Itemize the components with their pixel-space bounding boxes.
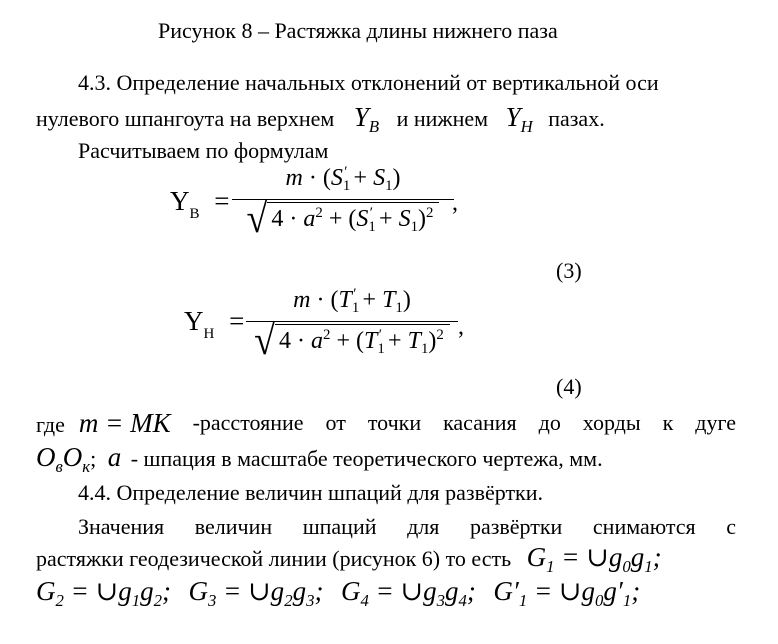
equation-number-3: (3) (556, 258, 582, 283)
p44-word: Значения (78, 514, 165, 539)
g2-formula: $G_2$ = $\cup g_1g_2$; (36, 576, 171, 610)
p44-word: величин (194, 514, 273, 539)
formula-4-fraction-bar (246, 321, 458, 322)
where-word: к (662, 410, 674, 435)
formula-3-equals: = (214, 186, 230, 216)
where-word: точки (367, 410, 422, 435)
section-4-3-text-a: нулевого шпангоута на верхнем (36, 106, 335, 131)
where-word: от (325, 410, 346, 435)
p44-word: снимаются (592, 514, 696, 539)
p44-word: развёртки (469, 514, 563, 539)
section-4-4-title: 4.4. Определение величин шпаций для развёртки. (78, 480, 544, 505)
calc-line: Расчитываем по формулам (78, 138, 329, 163)
formula-4-fraction (246, 286, 458, 365)
formula-4-y-subscript: Н (203, 326, 215, 342)
formula-4-y: Y (184, 306, 204, 336)
y-b-symbol (353, 102, 380, 136)
y-h-subscript: H (520, 116, 533, 136)
section-4-4-line2 (36, 544, 662, 580)
m-equals-mk: m = MK (78, 408, 171, 438)
formula-3-numerator: $m \cdot (S_1' + S_1)$ (285, 164, 401, 195)
where-word: касания (443, 410, 517, 435)
formula-4-denominator: √ $4 \cdot a^2 + (T_1' + T_1)^2$ (246, 324, 458, 358)
section-4-3-text-b: и нижнем (396, 106, 489, 131)
p44-word: для (407, 514, 440, 539)
where-line1 (36, 410, 736, 438)
section-4-3-line1: 4.3. Определение начальных отклонений от вертикальной оси (78, 70, 659, 95)
formula-3-comma: , (452, 190, 458, 216)
p44-word: шпаций (302, 514, 377, 539)
y-h-symbol (505, 102, 533, 136)
y-letter: Y (353, 102, 369, 132)
ov-ok-symbol: $O_вO_к$ (36, 442, 91, 476)
section-4-4-line3 (36, 578, 640, 614)
where-word: -расстояние (192, 410, 304, 435)
formula-4-equals: = (229, 306, 245, 336)
formula-4-lhs (184, 306, 244, 343)
g1-formula: $G_1$ = $\cup g_0g_1$; (526, 542, 662, 576)
formula-3-lhs (170, 186, 230, 223)
where-word: дуге (695, 410, 736, 435)
sqrt-icon: √ (246, 196, 268, 243)
sqrt-icon: √ (254, 318, 276, 365)
p44-word: с (726, 514, 736, 539)
where-line2-text: шпация в масштабе теоретического чертежа, мм. (143, 446, 603, 471)
section-4-4-line1 (36, 514, 736, 540)
g4-formula: $G_4$ = $\cup g_3g_4$; (340, 576, 476, 610)
formula-3-y: Y (170, 186, 190, 216)
y-b-subscript: B (368, 116, 380, 136)
formula-3-denominator: √ $4 \cdot a^2 + (S_1' + S_1)^2$ (232, 202, 454, 236)
formula-4-comma: , (458, 314, 464, 340)
formula-3-fraction (232, 164, 454, 243)
where-word-gde: где m = MK (36, 408, 171, 438)
section-4-3-text-c: пазах. (548, 106, 605, 131)
formula-4-numerator: $m \cdot (T_1' + T_1)$ (293, 286, 411, 317)
equation-number-4: (4) (556, 374, 582, 399)
figure-caption: Рисунок 8 – Растяжка длины нижнего паза (158, 18, 558, 43)
section-4-3-line2 (36, 104, 605, 140)
a-symbol: a (107, 442, 122, 472)
y-letter: Y (505, 102, 521, 132)
formula-3-y-subscript: В (189, 206, 200, 222)
p44-line2-text: растяжки геодезической линии (рисунок 6) то есть (36, 546, 512, 571)
where-word: до (538, 410, 561, 435)
where-line2: $O_вO_к$; a - шпация в масштабе теоретического чертежа, мм. (36, 442, 603, 476)
g1-prime-formula: $G'_1$ = $\cup g_0g'_1$; (493, 576, 641, 610)
g3-formula: $G_3$ = $\cup g_2g_3$; (188, 576, 324, 610)
where-word: хорды (582, 410, 641, 435)
